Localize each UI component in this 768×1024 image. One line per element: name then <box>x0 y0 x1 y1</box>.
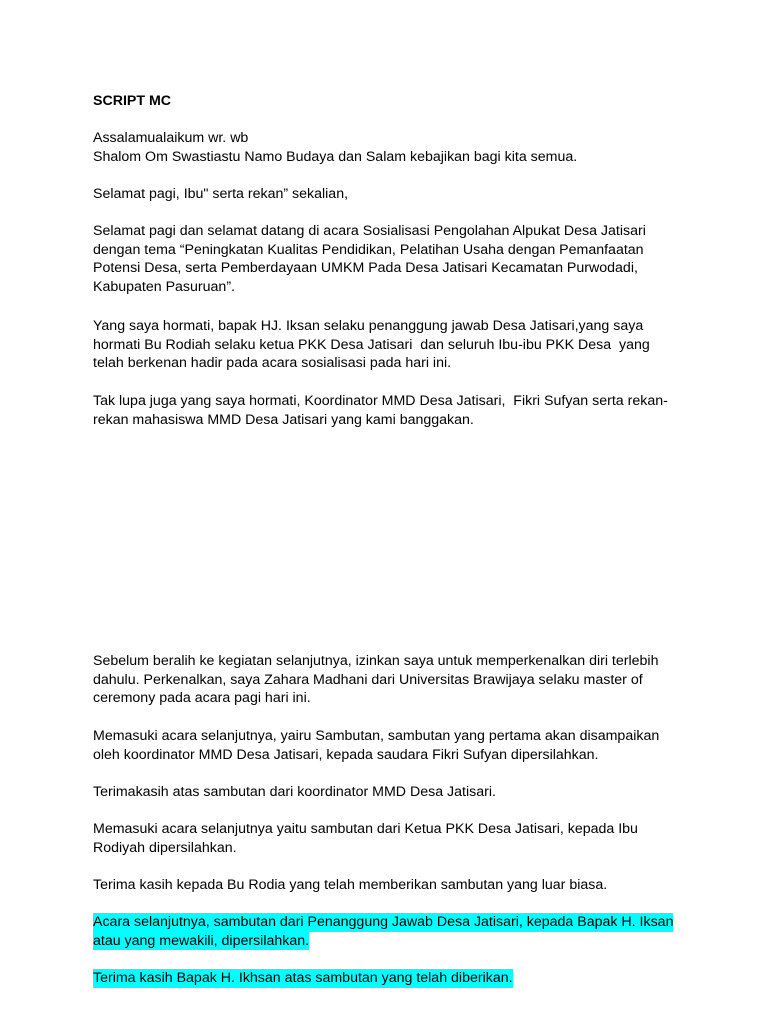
paragraph-highlighted-thanks <box>93 969 693 988</box>
paragraph-thanks-pkk: Terima kasih kepada Bu Rodia yang telah memberikan sambutan yang luar biasa. <box>93 877 608 893</box>
paragraph-thanks-coordinator: Terimakasih atas sambutan dari koordinator MMD Desa Jatisari. <box>93 784 496 800</box>
highlighted-text: Acara selanjutnya, sambutan dari Penanggung Jawab Desa Jatisari, kepada Bapak H. Iksan <box>93 914 674 930</box>
paragraph-coordinator: Tak lupa juga yang saya hormati, Koordinator MMD Desa Jatisari, Fikri Sufyan serta rekan- rekan mahasiswa MMD Desa Jatisari yang kami banggakan. <box>93 393 668 428</box>
paragraph-highlighted-village-speech <box>93 913 693 950</box>
paragraph-greeting: Assalamualaikum wr. wb Shalom Om Swastiastu Namo Budaya dan Salam kebajikan bagi kita semua. <box>93 130 578 165</box>
highlighted-text: Terima kasih Bapak H. Ikhsan atas sambutan yang telah diberikan. <box>93 970 513 986</box>
paragraph-selamat-pagi: Selamat pagi, Ibu" serta rekan” sekalian, <box>93 186 349 202</box>
paragraph-honored-guests: Yang saya hormati, bapak HJ. Iksan selaku penanggung jawab Desa Jatisari,yang saya hormati Bu Rodiah selaku ketua PKK Desa Jatisari dan seluruh Ibu-ibu PKK Desa yang telah berkenan hadir pada acara sosialisasi pada hari ini. <box>93 318 650 372</box>
paragraph-pkk-speech: Memasuki acara selanjutnya yaitu sambutan dari Ketua PKK Desa Jatisari, kepada Ibu Rodiyah dipersilahkan. <box>93 821 638 856</box>
paragraph-welcome: Selamat pagi dan selamat datang di acara Sosialisasi Pengolahan Alpukat Desa Jatisari dengan tema “Peningkatan Kualitas Pendidikan, Pelatihan Usaha dengan Pemanfaatan Potensi Desa, serta Pemberdayaan UMKM Pada Desa Jatisari Kecamatan Purwodadi, Kabupaten Pasuruan”. <box>93 223 646 295</box>
document-title: SCRIPT MC <box>93 93 172 109</box>
paragraph-introduction: Sebelum beralih ke kegiatan selanjutnya, izinkan saya untuk memperkenalkan diri terlebih dahulu. Perkenalkan, saya Zahara Madhani dari Universitas Brawijaya selaku master of ceremony pada acara pagi hari ini. <box>93 653 659 707</box>
highlighted-text: atau yang mewakili, dipersilahkan. <box>93 932 310 949</box>
paragraph-first-speech: Memasuki acara selanjutnya, yairu Sambutan, sambutan yang pertama akan disampaikan oleh koordinator MMD Desa Jatisari, kepada saudara Fikri Sufyan dipersilahkan. <box>93 728 660 763</box>
